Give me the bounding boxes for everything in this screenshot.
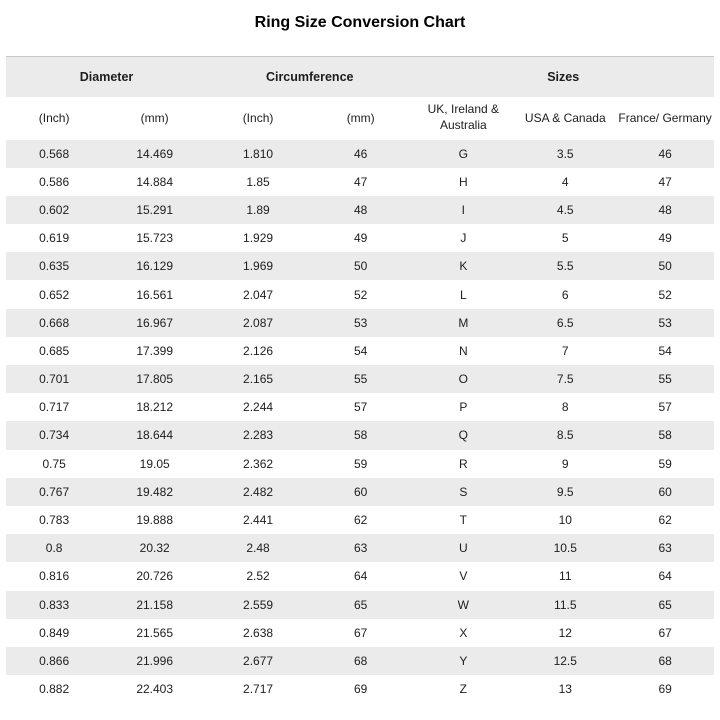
- column-header-uk-ireland-australia: UK, Ireland & Australia: [412, 97, 514, 140]
- column-header-circumference-mm: (mm): [309, 97, 412, 140]
- table-row: [6, 619, 714, 647]
- table-cell: 3.5: [556, 146, 574, 161]
- table-cell: G: [458, 146, 468, 161]
- table-cell: 50: [354, 259, 368, 274]
- table-cell: T: [459, 513, 467, 528]
- table-cell: 52: [354, 287, 368, 302]
- table-cell: 47: [354, 174, 368, 189]
- table-cell: 64: [658, 569, 672, 584]
- table-cell: 22.403: [136, 682, 174, 697]
- table-cell: 2.482: [243, 484, 274, 499]
- table-cell: 0.652: [39, 287, 70, 302]
- table-cell: 1.969: [243, 259, 274, 274]
- table-row: [6, 168, 714, 196]
- table-cell: 17.805: [136, 372, 174, 387]
- table-row: [6, 506, 714, 534]
- table-cell: H: [458, 174, 468, 189]
- table-cell: 6.5: [556, 315, 574, 330]
- table-cell: 2.48: [246, 541, 270, 556]
- table-cell: 12: [558, 625, 572, 640]
- table-cell: 50: [658, 259, 672, 274]
- table-cell: 0.816: [39, 569, 70, 584]
- table-cell: 21.996: [136, 653, 174, 668]
- table-cell: 58: [354, 428, 368, 443]
- table-cell: 0.635: [39, 259, 70, 274]
- table-cell: 11: [559, 569, 572, 584]
- table-cell: 16.561: [136, 287, 174, 302]
- group-header-sizes: Sizes: [412, 57, 714, 97]
- table-cell: 57: [354, 400, 368, 415]
- table-row: [6, 675, 714, 703]
- table-cell: 0.568: [39, 146, 70, 161]
- table-cell: J: [460, 231, 467, 246]
- table-cell: 8: [561, 400, 569, 415]
- table-cell: 67: [658, 625, 672, 640]
- table-cell: 0.717: [39, 400, 70, 415]
- table-cell: 2.244: [243, 400, 274, 415]
- table-cell: 19.482: [136, 484, 174, 499]
- table-cell: 14.884: [136, 174, 174, 189]
- group-header-row: [6, 57, 714, 97]
- table-cell: 9.5: [556, 484, 574, 499]
- table-cell: 68: [354, 653, 368, 668]
- table-row: [6, 647, 714, 675]
- table-cell: 8.5: [556, 428, 574, 443]
- table-cell: 0.8: [45, 541, 63, 556]
- table-cell: 0.701: [39, 372, 70, 387]
- page-title: Ring Size Conversion Chart: [254, 14, 466, 31]
- table-cell: 48: [354, 202, 368, 217]
- table-cell: 65: [354, 597, 368, 612]
- table-row: [6, 196, 714, 224]
- column-header-row: [6, 97, 714, 140]
- table-cell: 0.866: [39, 653, 70, 668]
- table-cell: 12.5: [553, 653, 577, 668]
- table-cell: 1.929: [243, 231, 274, 246]
- table-cell: 0.619: [39, 231, 70, 246]
- table-cell: P: [459, 400, 468, 415]
- table-cell: L: [459, 287, 467, 302]
- table-cell: Q: [458, 428, 468, 443]
- table-cell: 2.165: [243, 372, 274, 387]
- table-cell: 55: [658, 372, 672, 387]
- table-cell: 59: [658, 456, 672, 471]
- table-cell: 10.5: [553, 541, 577, 556]
- ring-size-table: [6, 56, 714, 703]
- group-header-diameter: Diameter: [6, 57, 207, 97]
- table-cell: 20.726: [136, 569, 174, 584]
- table-cell: U: [458, 541, 468, 556]
- table-cell: 68: [658, 653, 672, 668]
- table-cell: S: [459, 484, 468, 499]
- table-cell: 53: [354, 315, 368, 330]
- table-cell: 19.05: [139, 456, 170, 471]
- table-row: [6, 534, 714, 562]
- table-cell: 16.129: [136, 259, 174, 274]
- table-cell: 19.888: [136, 513, 174, 528]
- table-cell: 0.849: [39, 625, 70, 640]
- table-cell: 57: [658, 400, 672, 415]
- table-cell: 47: [658, 174, 672, 189]
- table-row: [6, 450, 714, 478]
- table-cell: 15.723: [136, 231, 174, 246]
- table-row: [6, 421, 714, 449]
- table-cell: 0.602: [39, 202, 70, 217]
- table-cell: 18.644: [136, 428, 174, 443]
- table-cell: 5.5: [556, 259, 574, 274]
- table-cell: 2.441: [243, 513, 274, 528]
- table-cell: 0.75: [42, 456, 66, 471]
- table-cell: 2.677: [243, 653, 274, 668]
- table-cell: I: [461, 202, 465, 217]
- table-cell: 21.565: [136, 625, 174, 640]
- table-cell: 17.399: [136, 343, 174, 358]
- table-cell: 64: [354, 569, 368, 584]
- column-header-france-germany: France/ Germany: [616, 97, 714, 140]
- table-row: [6, 591, 714, 619]
- column-header-usa-canada: USA & Canada: [514, 97, 616, 140]
- table-cell: 65: [658, 597, 672, 612]
- table-cell: 69: [658, 682, 672, 697]
- table-cell: 54: [658, 343, 672, 358]
- table-cell: Y: [459, 653, 468, 668]
- table-cell: 6: [561, 287, 569, 302]
- table-cell: 2.52: [246, 569, 270, 584]
- table-cell: 1.89: [246, 202, 270, 217]
- table-cell: N: [458, 343, 468, 358]
- table-cell: 21.158: [136, 597, 174, 612]
- table-cell: 49: [658, 231, 672, 246]
- table-cell: X: [459, 625, 468, 640]
- table-cell: 5: [561, 231, 569, 246]
- table-row: [6, 280, 714, 308]
- table-cell: 48: [658, 202, 672, 217]
- table-cell: 59: [354, 456, 368, 471]
- table-cell: 9: [561, 456, 569, 471]
- table-cell: 20.32: [139, 541, 170, 556]
- table-cell: 4.5: [556, 202, 574, 217]
- table-cell: 2.047: [243, 287, 274, 302]
- table-row: [6, 365, 714, 393]
- table-cell: V: [459, 569, 468, 584]
- table-cell: 11.5: [554, 597, 577, 612]
- table-cell: Z: [459, 682, 467, 697]
- table-cell: 2.717: [243, 682, 274, 697]
- table-cell: 60: [354, 484, 368, 499]
- table-cell: O: [458, 372, 468, 387]
- column-header-diameter-mm: (mm): [102, 97, 207, 140]
- table-header: [6, 57, 714, 140]
- table-cell: 0.783: [39, 513, 70, 528]
- table-cell: 13: [558, 682, 572, 697]
- table-cell: W: [457, 597, 469, 612]
- table-cell: 55: [354, 372, 368, 387]
- table-cell: 14.469: [136, 146, 174, 161]
- table-cell: 63: [658, 541, 672, 556]
- table-row: [6, 562, 714, 590]
- table-cell: 60: [658, 484, 672, 499]
- table-cell: 62: [354, 513, 368, 528]
- table-row: [6, 478, 714, 506]
- table-cell: 46: [658, 146, 672, 161]
- table-cell: 0.767: [39, 484, 70, 499]
- table-cell: 54: [354, 343, 368, 358]
- table-cell: 0.734: [39, 428, 70, 443]
- table-cell: 2.283: [243, 428, 274, 443]
- table-cell: 0.586: [39, 174, 70, 189]
- column-header-diameter-inch: (Inch): [6, 97, 102, 140]
- table-cell: 46: [354, 146, 368, 161]
- table-cell: 0.833: [39, 597, 70, 612]
- table-cell: 63: [354, 541, 368, 556]
- table-cell: 4: [561, 174, 569, 189]
- table-cell: 2.362: [243, 456, 274, 471]
- column-header-circumference-inch: (Inch): [207, 97, 309, 140]
- table-cell: 69: [354, 682, 368, 697]
- table-row: [6, 309, 714, 337]
- table-cell: 0.882: [39, 682, 70, 697]
- table-cell: 1.810: [243, 146, 274, 161]
- table-cell: 2.087: [243, 315, 274, 330]
- table-cell: 2.559: [243, 597, 274, 612]
- table-cell: 0.685: [39, 343, 70, 358]
- table-cell: 15.291: [136, 202, 174, 217]
- table-cell: 2.126: [243, 343, 274, 358]
- table-cell: 1.85: [246, 174, 270, 189]
- table-cell: 7.5: [556, 372, 574, 387]
- table-cell: 67: [354, 625, 368, 640]
- table-cell: R: [458, 456, 468, 471]
- table-cell: 0.668: [39, 315, 70, 330]
- table-cell: 52: [658, 287, 672, 302]
- table-cell: 10: [558, 513, 572, 528]
- group-header-circumference: Circumference: [207, 57, 412, 97]
- table-cell: 7: [561, 343, 569, 358]
- table-cell: 49: [354, 231, 368, 246]
- table-cell: 53: [658, 315, 672, 330]
- table-row: [6, 224, 714, 252]
- table-cell: K: [459, 259, 468, 274]
- table-cell: 16.967: [136, 315, 174, 330]
- table-cell: 2.638: [243, 625, 274, 640]
- table-row: [6, 140, 714, 168]
- table-body: [6, 140, 714, 704]
- table-cell: 58: [658, 428, 672, 443]
- table-cell: M: [458, 315, 469, 330]
- table-cell: 62: [658, 513, 672, 528]
- table-row: [6, 252, 714, 280]
- table-row: [6, 337, 714, 365]
- table-row: [6, 393, 714, 421]
- table-container: [6, 56, 714, 703]
- table-cell: 18.212: [136, 400, 174, 415]
